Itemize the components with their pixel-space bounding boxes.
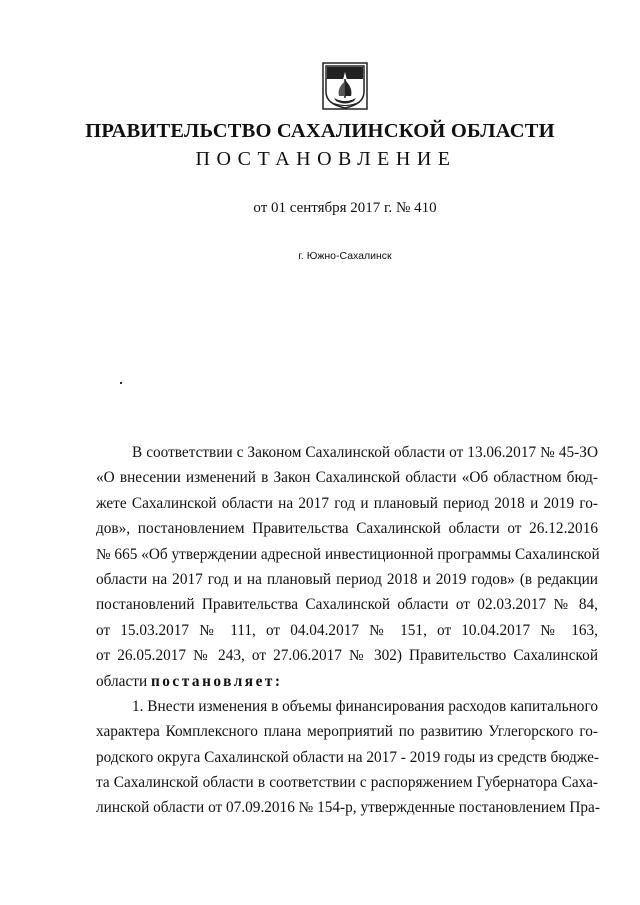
resolution-prefix: области bbox=[96, 672, 148, 690]
scan-speck bbox=[120, 382, 122, 384]
document-place: г. Южно-Сахалинск bbox=[298, 250, 392, 262]
document-type: ПОСТАНОВЛЕНИЕ bbox=[195, 148, 457, 170]
body-line: 1. Внести изменения в объемы финансирования расходов капитального bbox=[132, 697, 598, 715]
body-line: «О внесении изменений в Закон Сахалинской области «Об областном бюд- bbox=[96, 469, 598, 487]
body-line: жете Сахалинской области на 2017 год и плановый период 2018 и 2019 го- bbox=[96, 494, 598, 512]
body-line: характера Комплексного плана мероприятий по развитию Углегорского го- bbox=[96, 723, 598, 741]
body-line: постановлений Правительства Сахалинской области от 02.03.2017 № 84, bbox=[96, 596, 598, 614]
body-line: от 26.05.2017 № 243, от 27.06.2017 № 302) Правительство Сахалинской bbox=[96, 647, 598, 665]
body-line: № 665 «Об утверждении адресной инвестиционной программы Сахалинской bbox=[96, 545, 600, 563]
body-line: родского округа Сахалинской области на 2017 - 2019 годы из средств бюдже- bbox=[96, 748, 599, 766]
body-line-resolution bbox=[96, 669, 598, 694]
body-line: от 15.03.2017 № 111, от 04.04.2017 № 151, от 10.04.2017 № 163, bbox=[96, 621, 598, 639]
resolution-keyword: постановляет: bbox=[150, 672, 283, 690]
document-body bbox=[96, 440, 598, 821]
government-title: ПРАВИТЕЛЬСТВО САХАЛИНСКОЙ ОБЛАСТИ bbox=[85, 120, 555, 142]
body-line: линской области от 07.09.2016 № 154-р, утвержденные постановлением Пра- bbox=[96, 799, 600, 817]
document-date-number: от 01 сентября 2017 г. № 410 bbox=[253, 200, 437, 216]
body-line: дов», постановлением Правительства Сахалинской области от 26.12.2016 bbox=[96, 520, 598, 538]
body-line: В соответствии с Законом Сахалинской области от 13.06.2017 № 45-ЗО bbox=[132, 444, 598, 461]
sakhalin-coat-of-arms-icon bbox=[322, 62, 368, 110]
body-line: области на 2017 год и на плановый период 2018 и 2019 годов» (в редакции bbox=[96, 570, 598, 588]
body-line: та Сахалинской области в соответствии с распоряжением Губернатора Саха- bbox=[96, 774, 598, 792]
